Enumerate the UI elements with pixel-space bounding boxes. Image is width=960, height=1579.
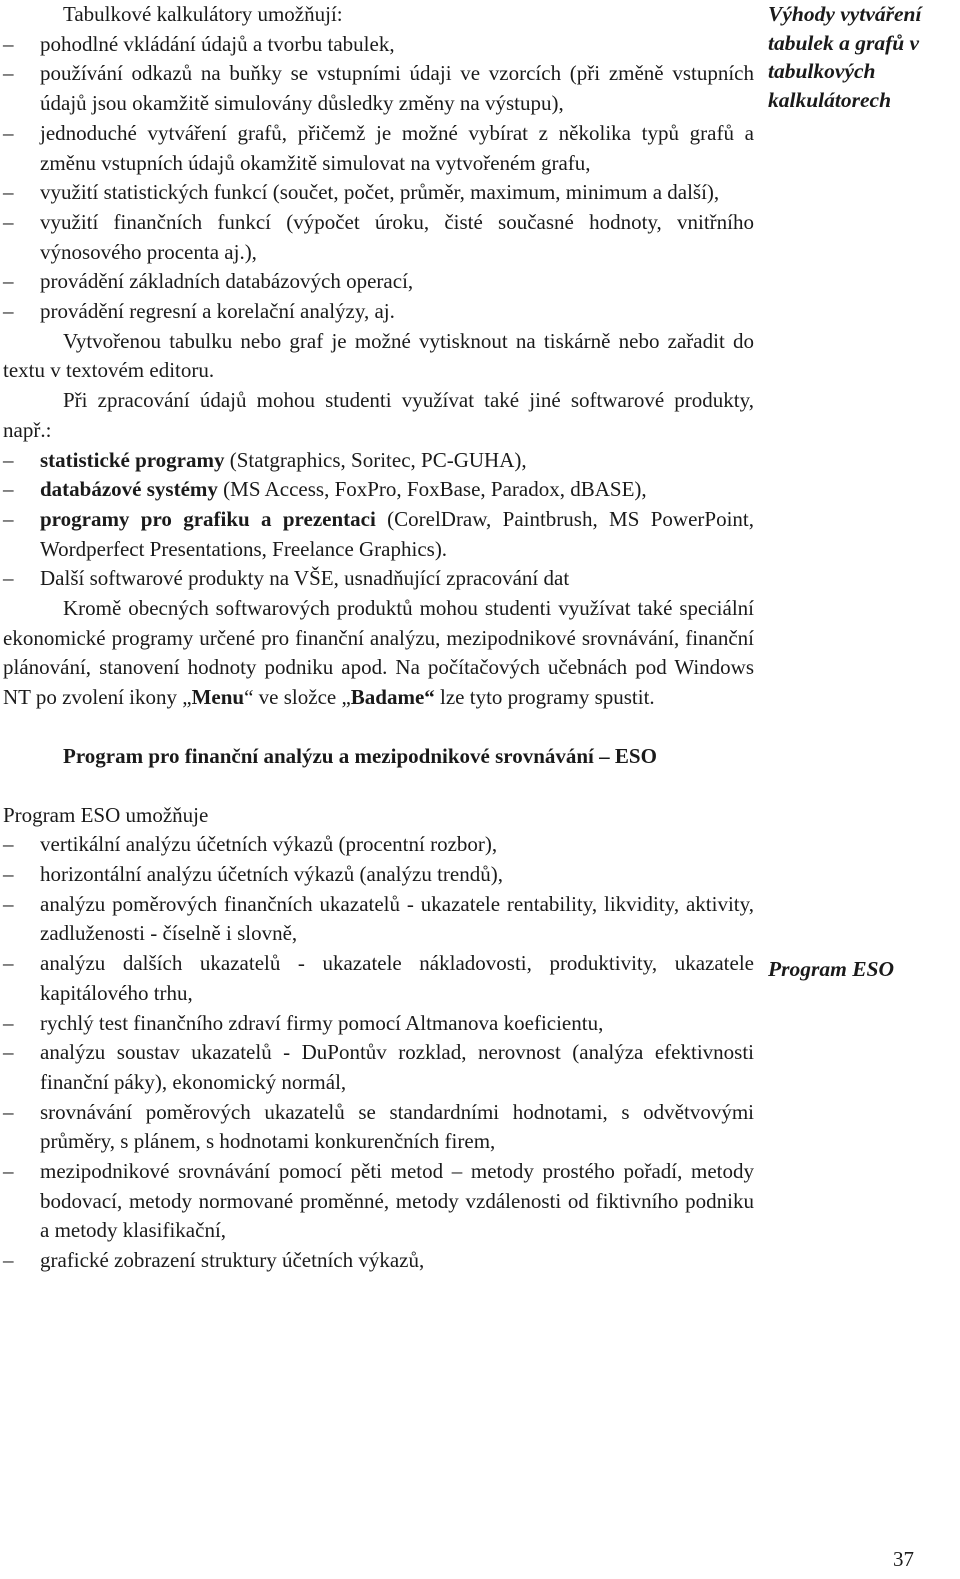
list-item	[3, 446, 754, 476]
list-item: – provádění základních databázových operací,	[3, 267, 754, 297]
software-category: statistické programy	[40, 447, 225, 472]
list-item: – využití finančních funkcí (výpočet úroku, čisté současné hodnoty, vnitřního výnosového procenta aj.),	[3, 208, 754, 267]
spreadsheet-intro: Tabulkové kalkulátory umožňují:	[63, 2, 343, 26]
list-item: – využití statistických funkcí (součet, počet, průměr, maximum, minimum a další),	[3, 178, 754, 208]
main-text-column	[3, 0, 754, 1276]
other-programs-paragraph	[3, 594, 754, 713]
margin-note-eso: Program ESO	[768, 957, 895, 981]
software-list	[3, 446, 754, 595]
list-item	[3, 505, 754, 564]
spreadsheet-feature-list	[3, 30, 754, 327]
software-examples: (MS Access, FoxPro, FoxBase, Paradox, dBASE),	[217, 477, 647, 502]
other-software-paragraph: Při zpracování údajů mohou studenti využívat také jiné softwarové produkty, např.:	[3, 388, 754, 442]
spacer	[3, 772, 754, 801]
list-item: – analýzu soustav ukazatelů - DuPontův rozklad, nerovnost (analýza efektivnosti finanční páky), ekonomický normál,	[3, 1038, 754, 1097]
badame-term: Badame“	[350, 685, 435, 710]
software-category: databázové systémy	[40, 477, 218, 502]
list-item: – mezipodnikové srovnávání pomocí pěti metod – metody prostého pořadí, metody bodovací, metody normované proměnné, metody vzdálenosti od fiktivního podniku a metody klasifikační,	[3, 1157, 754, 1246]
page-number: 37	[893, 1547, 914, 1571]
software-examples: Další softwarové produkty na VŠE, usnadňující zpracování dat	[40, 566, 570, 591]
list-item: – používání odkazů na buňky se vstupními údaji ve vzorcích (při změně vstupních údajů jsou okamžitě simulovány důsledky změny na výstupu),	[3, 59, 754, 118]
list-item: – jednoduché vytváření grafů, přičemž je možné vybírat z několika typů grafů a změnu vstupních údajů okamžitě simulovat na vytvořeném grafu,	[3, 119, 754, 178]
list-item: – pohodlné vkládání údajů a tvorbu tabulek,	[3, 30, 754, 60]
list-item: – provádění regresní a korelační analýzy, aj.	[3, 297, 754, 327]
margin-note-advantages: Výhody vytváření tabulek a grafů v tabulkových kalkulátorech	[768, 2, 922, 112]
eso-intro: Program ESO umožňuje	[3, 802, 209, 827]
paragraph-text: lze tyto programy spustit.	[434, 685, 655, 710]
software-examples: (Statgraphics, Soritec, PC-GUHA),	[224, 447, 527, 472]
list-item: – analýzu poměrových finančních ukazatelů - ukazatele rentability, likvidity, aktivity, zadluženosti - číselně i slovně,	[3, 890, 754, 949]
list-item: – analýzu dalších ukazatelů - ukazatele nákladovosti, produktivity, ukazatele kapitálového trhu,	[3, 949, 754, 1008]
software-category: programy pro grafiku a prezentaci	[40, 506, 376, 531]
list-item	[3, 564, 754, 594]
print-paragraph: Vytvořenou tabulku nebo graf je možné vytisknout na tiskárně nebo zařadit do textu v textovém editoru.	[3, 328, 754, 383]
list-item: – horizontální analýzu účetních výkazů (analýzu trendů),	[3, 860, 754, 890]
list-item	[3, 475, 754, 505]
list-item: – grafické zobrazení struktury účetních výkazů,	[3, 1246, 754, 1276]
list-item: – rychlý test finančního zdraví firmy pomocí Altmanova koeficientu,	[3, 1009, 754, 1039]
list-item: – vertikální analýzu účetních výkazů (procentní rozbor),	[3, 830, 754, 860]
eso-section-heading: Program pro finanční analýzu a mezipodnikové srovnávání – ESO	[63, 743, 657, 768]
spacer	[3, 713, 754, 742]
paragraph-text: Kromě obecných softwarových produktů mohou studenti využívat také speciální ekonomické programy určené pro finanční analýzu, mezipodnikové srovnávání, finanční plánování, stanovení hodnoty podniku apod. Na počítačových učebnách pod Windows NT po zvolení ikony „	[3, 596, 754, 710]
software-examples: (CorelDraw, Paintbrush, MS PowerPoint, Wordperfect Presentations, Freelance Graphics).	[40, 506, 754, 561]
paragraph-text: “ ve složce „	[244, 685, 351, 710]
list-item: – srovnávání poměrových ukazatelů se standardními hodnotami, s odvětvovými průměry, s plánem, s hodnotami konkurenčních firem,	[3, 1098, 754, 1157]
menu-term: Menu	[191, 685, 245, 710]
eso-feature-list	[3, 830, 754, 1276]
